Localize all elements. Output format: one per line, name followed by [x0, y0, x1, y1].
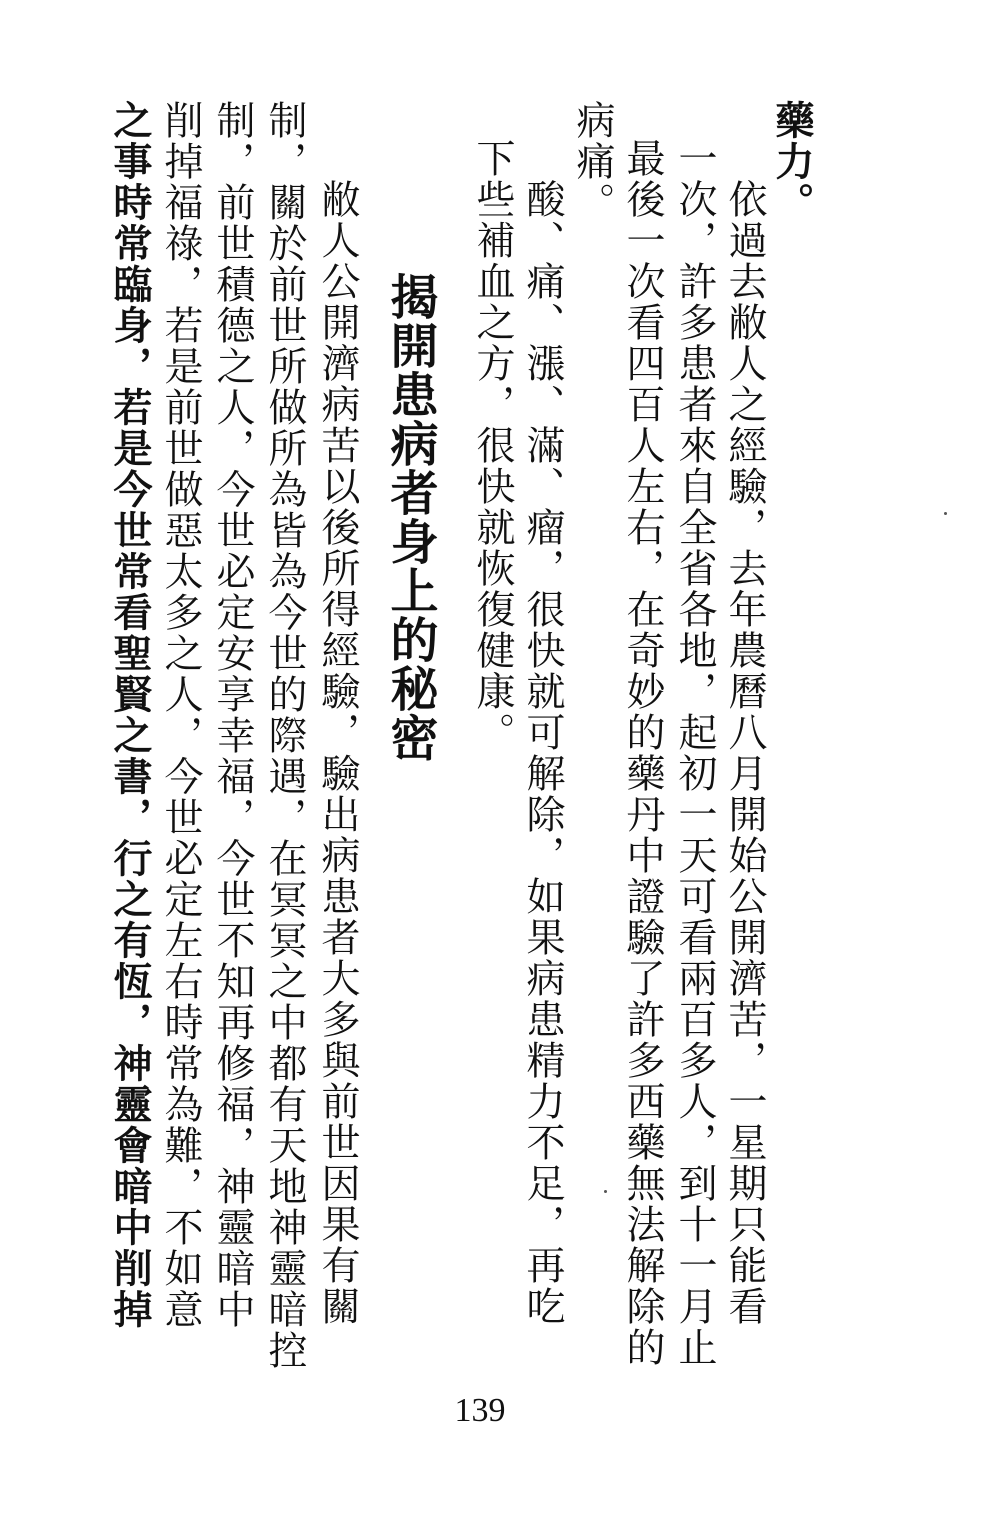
scan-speck — [944, 512, 947, 515]
text-column-2: 依過去敝人之經驗，去年農曆八月開始公開濟苦，一星期只能看 — [722, 138, 767, 1327]
section-heading: 揭開患病者身上的秘密 — [382, 272, 438, 762]
text-column-1: 藥力。 — [769, 100, 815, 223]
text-column-9: 制，關於前世所做所為皆為今世的際遇，在冥冥之中都有天地神靈暗控 — [262, 100, 307, 1371]
text-column-5: 病痛。 — [570, 100, 615, 223]
text-column-7: 下些補血之方，很快就恢復健康。 — [470, 138, 515, 753]
text-column-11: 削掉福祿，若是前世做惡太多之人，今世必定左右時常為難，不如意 — [158, 100, 203, 1330]
scan-speck — [604, 1190, 607, 1193]
text-column-12: 之事時常臨身，若是今世常看聖賢之書，行之有恆，神靈會暗中削掉 — [107, 100, 153, 1330]
text-column-6: 酸、痛、漲、滿、瘤，很快就可解除，如果病患精力不足，再吃 — [520, 138, 565, 1327]
text-column-4: 最後一次看四百人左右，在奇妙的藥丹中證驗了許多西藥無法解除的 — [620, 138, 665, 1368]
page-number: 139 — [454, 1392, 506, 1429]
text-column-10: 制，前世積德之人，今世必定安享幸福，今世不知再修福，神靈暗中 — [210, 100, 255, 1330]
text-column-8: 敝人公開濟病苦以後所得經驗，驗出病患者大多與前世因果有關 — [315, 138, 360, 1327]
text-column-3: 一次，許多患者來自全省各地，起初一天可看兩百多人，到十一月止 — [672, 138, 717, 1368]
